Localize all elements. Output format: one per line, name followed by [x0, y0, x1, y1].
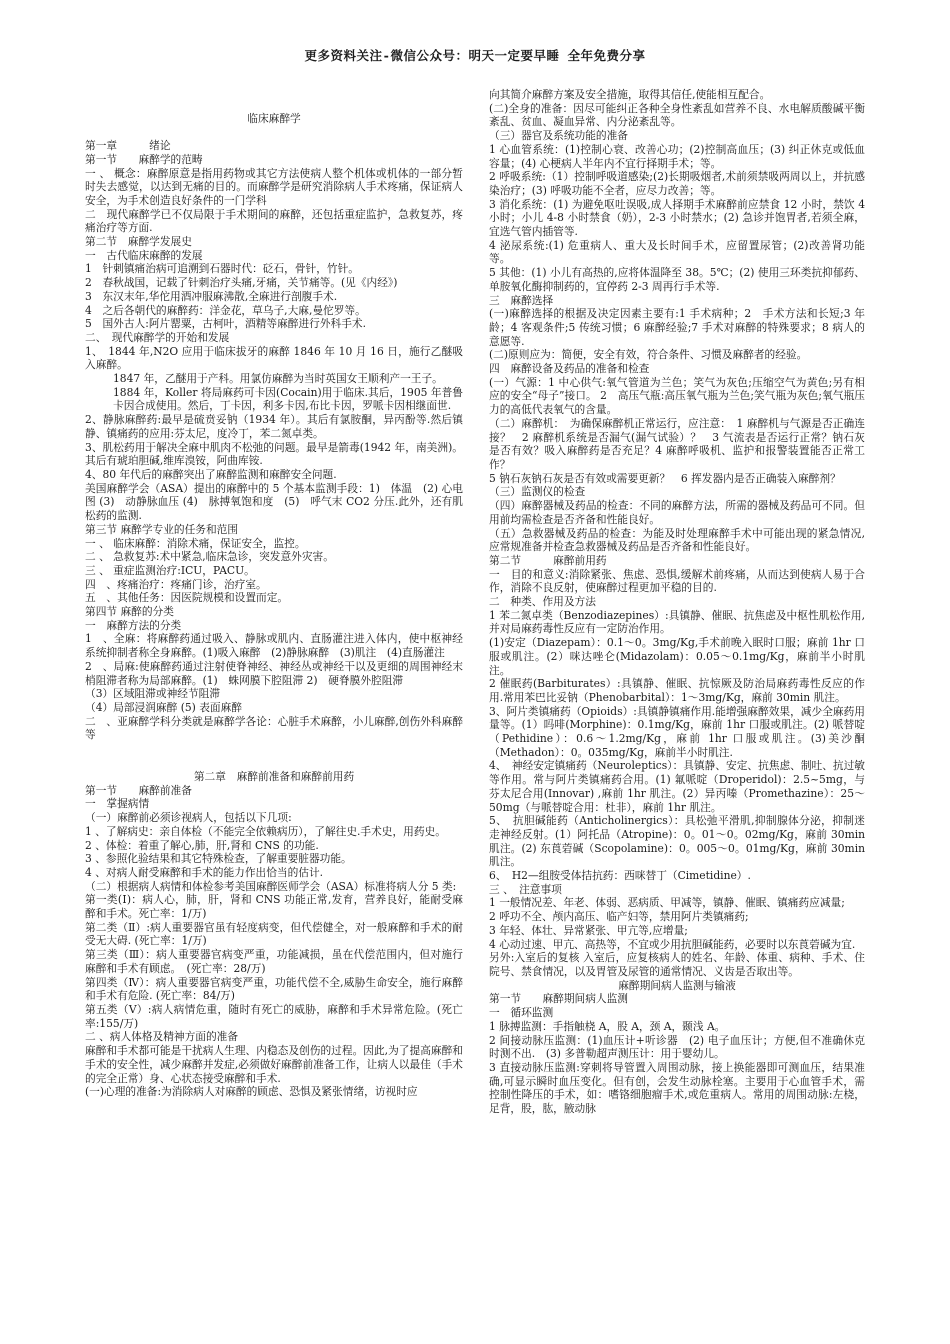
text-paragraph: 第二章 麻醉前准备和麻醉前用药 — [193, 770, 355, 784]
text-paragraph: 第二节 麻醉前用药 — [489, 553, 607, 567]
text-paragraph: 2 呼吸系统:（1）控制呼吸道感染;(2)长期吸烟者,术前须禁吸两周以上，并抗感染治疗；(3) 呼吸功能不全者，应尽力改善；等。 — [489, 170, 865, 197]
text-paragraph: 五 、其他任务：因医院规模和设置而定。 — [85, 591, 289, 605]
text-paragraph: 四 麻醉设备及药品的准备和检查 — [489, 362, 650, 376]
text-paragraph: 2 呼功不全、颅内高压、临产妇等，禁用阿片类镇痛药; — [489, 910, 749, 924]
text-paragraph: 1 、了解病史：亲自体检（不能完全依赖病历），了解往史.手术史，用药史。 — [85, 824, 446, 838]
text-paragraph: 二、 现代麻醉学的开始和发展 — [85, 330, 230, 344]
text-paragraph: (一)麻醉选择的根据及决定因素主要有:1 手术病种；2 手术方法和长短;3 年龄；4 客观条件;5 传统习惯；6 麻醉经验;7 手术对麻醉的特殊要求；8 病人的意愿等. — [489, 307, 865, 348]
text-paragraph: 5 其他：(1) 小儿有高热的,应将体温降至 38。5℃；(2) 使用三环类抗抑郁药、单胺氧化酶抑制药的，宜停药 2-3 周再行手术等. — [489, 266, 865, 293]
text-paragraph: 4、80 年代后的麻醉突出了麻醉监测和麻醉安全问题. — [85, 467, 337, 481]
text-paragraph: 一 古代临床麻醉的发展 — [85, 248, 203, 262]
text-paragraph — [85, 98, 463, 112]
text-paragraph: 麻醉和手术都可能是干扰病人生理、内稳态及创伤的过程。因此,为了提高麻醉和手术的安全性，减少麻醉并发症,必须做好麻醉前准备工作，让病人以最佳（手术的完全正常）身、心状态接受麻醉和手术. — [85, 1044, 463, 1085]
right-column — [489, 88, 865, 1284]
text-paragraph: 4 之后各朝代的麻醉药：洋金花，草乌子,大麻,曼佗罗等。 — [85, 303, 366, 317]
text-paragraph: 3、阿片类镇痛药（Opioids）:具镇静镇痛作用.能增强麻醉效果，减少全麻药用量等。(1）吗啡(Morphine)：0.1mg/Kg，麻前 1hr 口服或肌注。(2) 哌替啶（Pethidine）：0.6～1.2mg/Kg，麻前 1hr 口服或肌注。(3)美沙酮（Methadon）：0。035mg/Kg，麻前半小时肌注. — [489, 704, 865, 759]
text-paragraph: 二 种类、作用及方法 — [489, 595, 596, 609]
text-paragraph: 一 、 概念：麻醉原意是指用药物或其它方法使病人整个机体或机体的一部分暂时失去感觉，以达到无痛的目的。而麻醉学是研究消除病人手术疼痛，保证病人安全，为手术创造良好条件的一门学科 — [85, 166, 463, 207]
text-paragraph: 第四节 麻醉的分类 — [85, 605, 174, 619]
text-paragraph: 1884 年，Koller 将局麻药可卡因(Cocain)用于临床.其后，1905 年普鲁卡因合成使用。然后，丁卡因，利多卡因,布比卡因，罗哌卡因相继面世. — [113, 385, 463, 413]
text-paragraph: （一）麻醉前必须诊视病人，包括以下几项: — [85, 811, 292, 825]
text-paragraph: 三 、 重症监测治疗:ICU，PACU。 — [85, 563, 255, 577]
text-paragraph: 第一章 绪论 — [85, 139, 171, 153]
text-paragraph: 2 春秋战国，记载了针刺治疗头痛,牙痛，关节痛等。(见《内经》) — [85, 276, 398, 290]
text-paragraph: 5 钠石灰钠石灰是否有效或需要更新？ 6 挥发器内是否正确装入麻醉剂？ — [489, 471, 841, 485]
text-paragraph: 3 年轻、体壮、异常紧张、甲亢等,应增量; — [489, 923, 688, 937]
text-paragraph: 二 、病人体格及精神方面的准备 — [85, 1030, 239, 1044]
text-paragraph: (一)心理的准备:为消除病人对麻醉的顾虑、恐惧及紧张情绪，访视时应 — [85, 1085, 418, 1099]
page-header: 更多资料关注-微信公众号：明天一定要早睡 全年免费分享 — [304, 48, 646, 63]
text-paragraph: 二 、 急救复苏:术中紧急,临床急诊，突发意外灾害。 — [85, 550, 334, 564]
text-paragraph: 第三节 麻醉学专业的任务和范围 — [85, 522, 239, 536]
text-paragraph: 3 东汉末年,华佗用酒冲服麻沸散,全麻进行剖腹手术. — [85, 289, 338, 303]
text-paragraph: 一 目的和意义:消除紧张、焦虑、恐惧,缓解术前疼痛，从而达到使病人易于合作，消除不良反射，使麻醉过程更加平稳的目的. — [489, 567, 865, 595]
text-paragraph: 二 现代麻醉学已不仅局限于手术期间的麻醉，还包括重症监护，急救复苏，疼痛治疗等方面. — [85, 207, 463, 235]
text-paragraph: 5 国外古人:阿片罂粟，古柯叶，酒精等麻醉进行外科手术. — [85, 317, 366, 331]
text-paragraph: 2、静脉麻醉药:最早是硫贲妥钠（1934 年）。其后有氯胺酮，异丙酚等.然后镇静、镇痛药的应用:芬太尼，度冷丁，苯二氮卓类。 — [85, 413, 463, 440]
text-paragraph: 2 、局麻:使麻醉药通过注射使脊神经、神经丛或神经干以及更细的周围神经末梢阻滞者称为局部麻醉。(1) 蛛网膜下腔阻滞 2) 硬脊膜外腔阻滞 — [85, 659, 463, 687]
text-paragraph: (一）气源：1 中心供气:氧气管道为兰色；笑气为灰色;压缩空气为黄色;另有相应的安全“母子”接口。 2 高压气瓶:高压氧气瓶为兰色;笑气瓶为灰色;氧气瓶压力的高低代表氧气的含量。 — [489, 375, 865, 417]
text-paragraph: 第二节 麻醉学发展史 — [85, 235, 192, 249]
text-paragraph: 4 心动过速、甲亢、高热等，不宜或少用抗胆碱能药，必要时以东莨菪碱为宜. — [489, 937, 856, 951]
text-paragraph: 一 掌握病情 — [85, 797, 150, 811]
text-paragraph: 四 、疼痛治疗：疼痛门诊，治疗室。 — [85, 577, 267, 591]
text-paragraph: 3、肌松药用于解决全麻中肌肉不松弛的问题。最早是箭毒(1942 年，南美洲)。其后有琥珀胆碱,维库溴铵，阿曲库铵. — [85, 440, 463, 468]
text-paragraph: 第一节 麻醉前准备 — [85, 783, 192, 797]
text-paragraph: 2 催眠药(Barbiturates）:具镇静、催眠、抗惊厥及防治局麻药毒性反应的作用.常用苯巴比妥钠（Phenobarbital）：1～3mg/Kg，麻前 30min 肌注。 — [489, 677, 865, 704]
text-paragraph: 1 苯二氮卓类（Benzodiazepines）:具镇静、催眠、抗焦虑及中枢性肌松作用,并对局麻药毒性反应有一定防治作用。 — [489, 608, 865, 636]
text-paragraph: （四）麻醉器械及药品的检查：不同的麻醉方法，所需的器械及药品可不同。但用前均需检查是否齐备和性能良好。 — [489, 499, 865, 526]
text-paragraph: 三 麻醉选择 — [489, 293, 554, 307]
text-paragraph: 第一节 麻醉期间病人监测 — [489, 992, 628, 1006]
text-paragraph: (1)安定（Diazepam）：0.1～0。3mg/Kg,手术前晚入眠时口服；麻前 1hr 口服或肌注。(2）咪达唑仑(Midazolam)：0.05～0.1mg/Kg，麻前半小时肌注。 — [489, 636, 865, 677]
text-paragraph: 第三类（Ⅲ）：病人重要器官病变严重，功能减损，虽在代偿范围内，但对施行麻醉和手术有顾虑。 (死亡率：28/万) — [85, 948, 463, 975]
text-paragraph: 2 、体检：着重了解心,肺，肝,肾和 CNS 的功能. — [85, 838, 319, 852]
text-paragraph: 4 泌尿系统:(1) 危重病人、重大及长时间手术，应留置尿管；(2)改善肾功能等。 — [489, 238, 865, 266]
text-paragraph: 2 间接动脉压监测：(1)血压计+听诊器 (2) 电子血压计；方便,但不准确休克时测不出. (3) 多普勒超声测压计：用于婴幼儿。 — [489, 1033, 865, 1061]
text-paragraph: 3 消化系统：(1) 为避免呕吐误吸,成人择期手术麻醉前应禁食 12 小时，禁饮 4 小时；小儿 4-8 小时禁食（奶），2-3 小时禁水；(2) 急诊并饱胃者,若须全麻，宜选气管内插管等. — [489, 197, 865, 239]
text-paragraph — [85, 125, 463, 139]
text-paragraph: （二）麻醉机： 为确保麻醉机正常运行，应注意： 1 麻醉机与气源是否正确连接？ 2 麻醉机系统是否漏气(漏气试验）？ 3 气流表是否运行正常？钠石灰是否有效？吸入麻醉药是否充足？4 麻醉呼吸机、监护和报警装置能否正常工作？ — [489, 416, 865, 471]
text-paragraph: 1 一般情况差、年老、体弱、恶病质、甲减等，镇静、催眠、镇痛药应减量; — [489, 896, 845, 910]
text-paragraph: （3）区域阻滞或神经节阻滞 — [85, 687, 221, 701]
text-paragraph: 第四类（Ⅳ）：病人重要器官病变严重，功能代偿不全,威胁生命安全，施行麻醉和手术有危险. (死亡率：84/万) — [85, 975, 463, 1003]
text-paragraph: 1 、全麻：将麻醉药通过吸入、静脉或肌内、直肠灌注进入体内，使中枢神经系统抑制者称全身麻醉。(1)吸入麻醉 (2)静脉麻醉 (3)肌注 (4)直肠灌注 — [85, 632, 463, 660]
left-column — [85, 84, 463, 1284]
text-paragraph: 第一类(Ⅰ)：病人心，肺，肝，肾和 CNS 功能正常,发育，营养良好，能耐受麻醉和手术。死亡率：1/万) — [85, 893, 463, 921]
text-paragraph: (二)原则应为：简便，安全有效，符合条件、习惯及麻醉者的经验。 — [489, 348, 808, 362]
text-paragraph: 三 、 注意事项 — [489, 882, 562, 896]
text-paragraph: 一 麻醉方法的分类 — [85, 618, 182, 632]
text-paragraph: （二）根据病人病情和体检参考美国麻醉医师学会（ASA）标准将病人分 5 类: — [85, 879, 457, 893]
text-paragraph: 第二类（Ⅱ）:病人重要器官虽有轻度病变，但代偿健全，对一般麻醉和手术的耐受无大碍. (死亡率：1/万) — [85, 920, 463, 948]
text-paragraph: 二 、亚麻醉学科分类就是麻醉学各论：心脏手术麻醉，小儿麻醉,创伤外科麻醉等 — [85, 714, 463, 742]
text-paragraph: （4）局部浸润麻醉 (5) 表面麻醉 — [85, 700, 242, 714]
text-paragraph: 4 、对病人耐受麻醉和手术的能力作出恰当的估计. — [85, 865, 324, 879]
text-paragraph: 临床麻醉学 — [247, 111, 301, 125]
text-paragraph: （三）器官及系统功能的准备 — [489, 129, 628, 143]
text-paragraph: （五）急救器械及药品的检查：为能及时处理麻醉手术中可能出现的紧急情况,应常规准备并检查急救器械及药品是否齐备和性能良好。 — [489, 526, 865, 554]
text-paragraph: 4、 神经安定镇痛药（Neuroleptics）：具镇静、安定、抗焦虑、制吐、抗过敏等作用。常与阿片类镇痛药合用。(1) 氟哌啶（Droperidol)：2.5~5mg，与芬太尼合用(Innovar) ,麻前 1hr 肌注。(2）异丙嗪（Promethazine）：25～50mg（与哌替啶合用：杜非），麻前 1hr 肌注。 — [489, 759, 865, 814]
text-paragraph: 麻醉期间病人监测与输液 — [618, 978, 736, 992]
text-paragraph: 一 、 临床麻醉：消除术痛，保证安全，监控。 — [85, 536, 306, 550]
text-paragraph: 5、 抗胆碱能药（Anticholinergics）：具松弛平滑肌,抑制腺体分泌，抑制迷走神经反射。(1）阿托品（Atropine)：0。01～0。02mg/Kg，麻前 30min 肌注。(2) 东莨菪碱（Scopolamine)：0。005～0。01mg/Kg，麻前 30min 肌注。 — [489, 814, 865, 869]
text-paragraph: 第一节 麻醉学的范畴 — [85, 152, 203, 166]
text-paragraph: （三）监测仪的检查 — [489, 485, 586, 499]
text-paragraph: 3 直接动脉压监测:穿刺将导管置入周围动脉，接上换能器即可测血压，结果准确,可显示瞬时血压变化。但有创，会发生动脉栓塞。主要用于心血管手术，需控制性降压的手术，如：嗜铬细胞瘤手术,或危重病人。常用的周围动脉:左桡，足背，股，肱，腋动脉 — [489, 1060, 865, 1116]
text-paragraph: 1847 年，乙醚用于产科。用氯仿麻醉为当时英国女王顺利产一王子。 — [113, 372, 443, 386]
text-paragraph: 6、 H2—组胺受体拮抗药：西咪替丁（Cimetidine）. — [489, 869, 751, 883]
text-paragraph: 向其简介麻醉方案及安全措施，取得其信任,使能相互配合。 — [489, 88, 771, 101]
text-paragraph: 1 脉搏监测：手指触桡 A，股 A，颈 A，颞浅 A。 — [489, 1019, 726, 1033]
text-paragraph: 1、 1844 年,N2O 应用于临床拔牙的麻醉 1846 年 10 月 16 日，施行乙醚吸入麻醉。 — [85, 344, 463, 372]
text-paragraph: 第五类（Ⅴ）:病人病情危重，随时有死亡的威胁，麻醉和手术异常危险。(死亡率:155/万) — [85, 1003, 463, 1030]
text-paragraph: 1 心血管系统：(1)控制心衰、改善心功；(2)控制高血压；(3) 纠正休克或低血容量；(4) 心梗病人半年内不宜行择期手术；等。 — [489, 142, 865, 170]
text-paragraph: 另外:入室后的复核 入室后，应复核病人的姓名、年龄、体重、病种、手术、住院号、禁食情况，以及胃管及尿管的通常情况、义齿是否取出等。 — [489, 951, 865, 978]
text-paragraph: 3 、参照化验结果和其它特殊检查，了解重要脏器功能。 — [85, 852, 352, 866]
text-paragraph: 美国麻醉学会（ASA）提出的麻醉中的 5 个基本监测手段：1) 体温 (2) 心电图 (3) 动静脉血压 (4) 脉搏氧饱和度 (5) 呼气末 CO2 分压.此外，还有肌松药的监测. — [85, 481, 463, 523]
text-paragraph: 1 针刺镇痛治病可追溯到石器时代：砭石，骨针，竹针。 — [85, 262, 359, 276]
text-paragraph: 一 循环监测 — [489, 1006, 554, 1020]
text-paragraph: (二)全身的准备：因尽可能纠正各种全身性紊乱如营养不良、水电解质酸碱平衡紊乱、贫血、凝血异常、内分泌紊乱等。 — [489, 101, 865, 129]
